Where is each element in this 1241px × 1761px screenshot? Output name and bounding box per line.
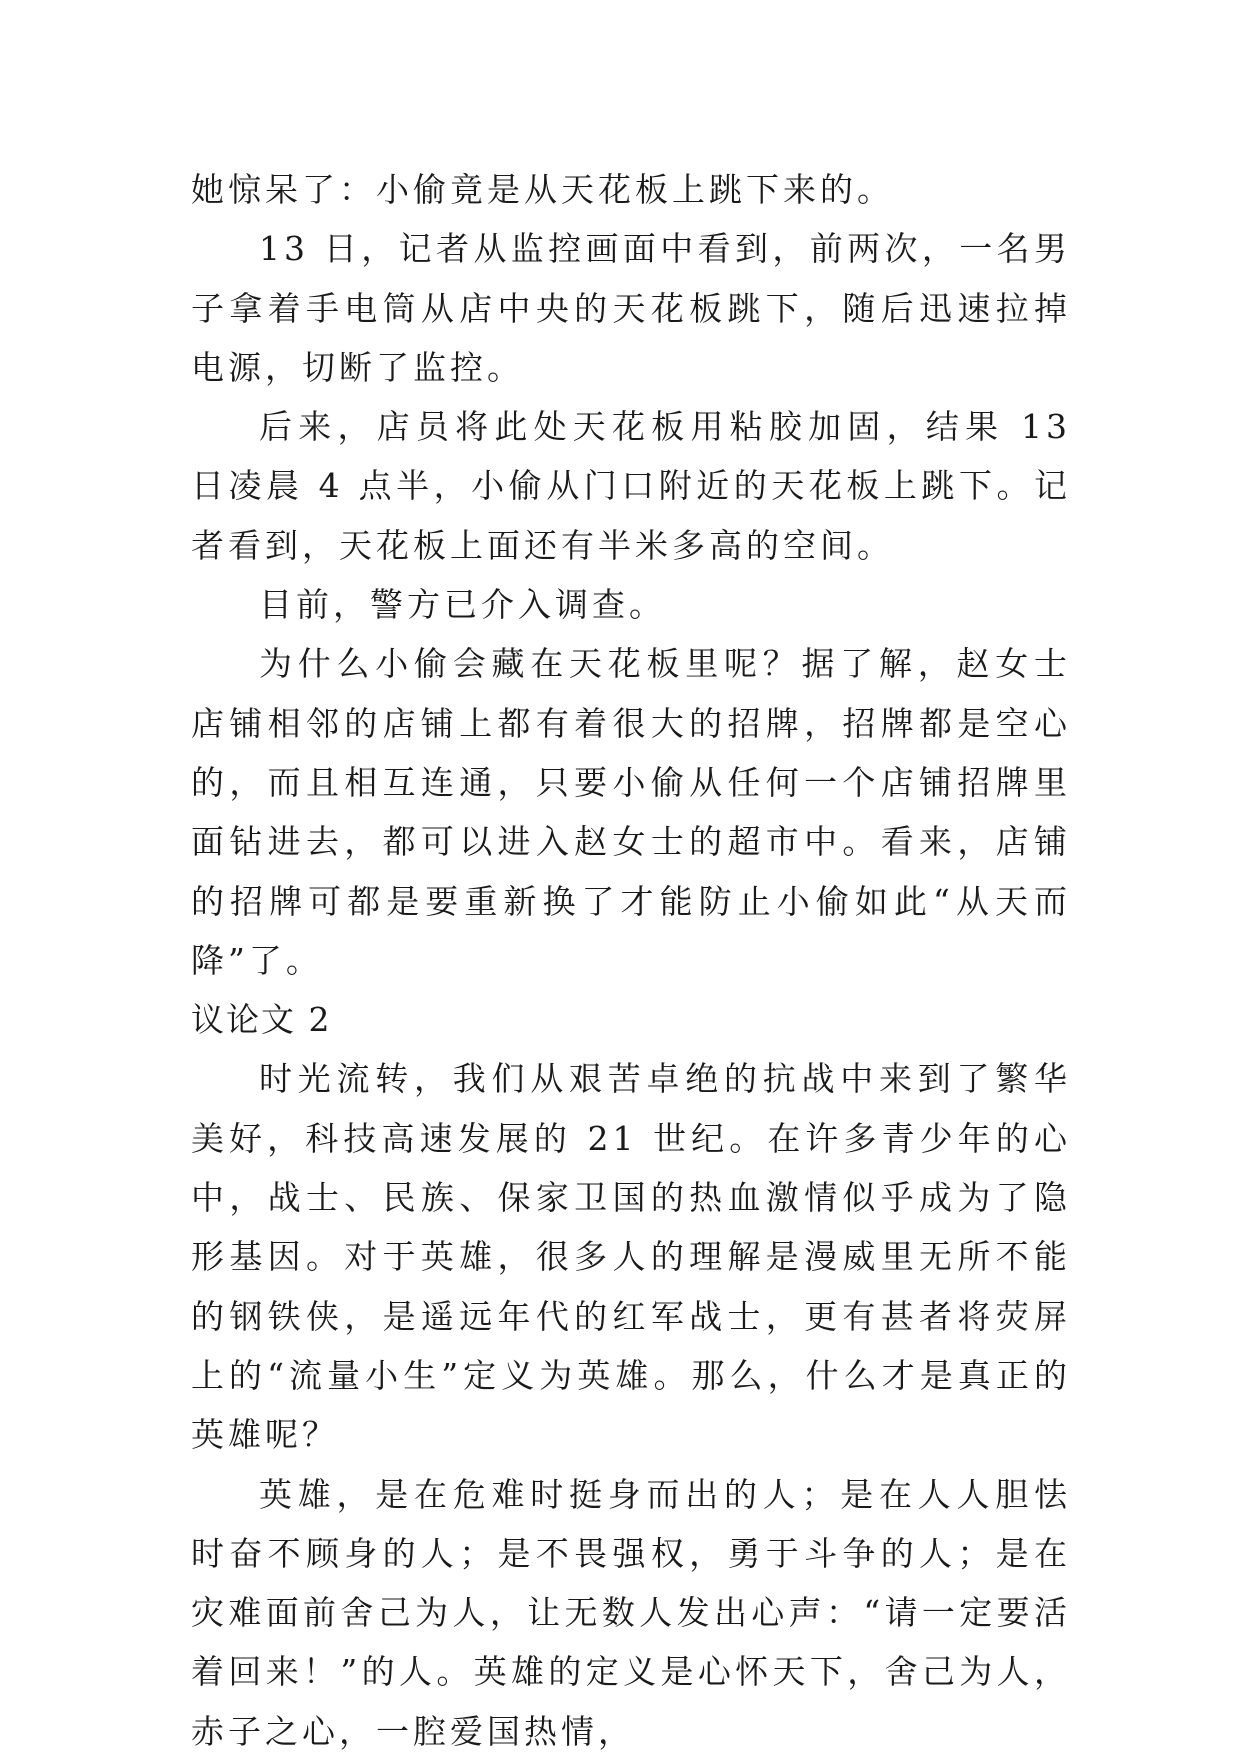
paragraph: 时光流转，我们从艰苦卓绝的抗战中来到了繁华美好，科技高速发展的 21 世纪。在许多青少年的心中，战士、民族、保家卫国的热血激情似乎成为了隐形基因。对于英雄，很多人的理解是漫威里无所不能的钢铁侠，是遥远年代的红军战士，更有甚者将荧屏上的“流量小生”定义为英雄。那么，什么才是真正的英雄呢？ — [191, 1059, 1071, 1455]
paragraph-continuation: 她惊呆了：小偷竟是从天花板上跳下来的。 — [191, 170, 894, 209]
paragraph: 英雄，是在危难时挺身而出的人；是在人人胆怯时奋不顾身的人；是不畏强权，勇于斗争的人；是在灾难面前舍己为人，让无数人发出心声：“请一定要活着回来！”的人。英雄的定义是心怀天下，舍己为人，赤子之心，一腔爱国热情， — [191, 1474, 1071, 1751]
section-heading: 议论文 2 — [191, 1000, 332, 1040]
paragraph: 后来，店员将此处天花板用粘胶加固，结果 13 日凌晨 4 点半，小偷从门口附近的天花板上跳下。记者看到，天花板上面还有半米多高的空间。 — [191, 407, 1071, 565]
body-text — [191, 160, 1071, 1761]
paragraph: 为什么小偷会藏在天花板里呢？据了解，赵女士店铺相邻的店铺上都有着很大的招牌，招牌都是空心的，而且相互连通，只要小偷从任何一个店铺招牌里面钻进去，都可以进入赵女士的超市中。看来，店铺的招牌可都是要重新换了才能防止小偷如此“从天而降”了。 — [191, 644, 1071, 980]
paragraph: 13 日，记者从监控画面中看到，前两次，一名男子拿着手电筒从店中央的天花板跳下，随后迅速拉掉电源，切断了监控。 — [191, 229, 1071, 387]
paragraph: 目前，警方已介入调查。 — [259, 585, 666, 625]
